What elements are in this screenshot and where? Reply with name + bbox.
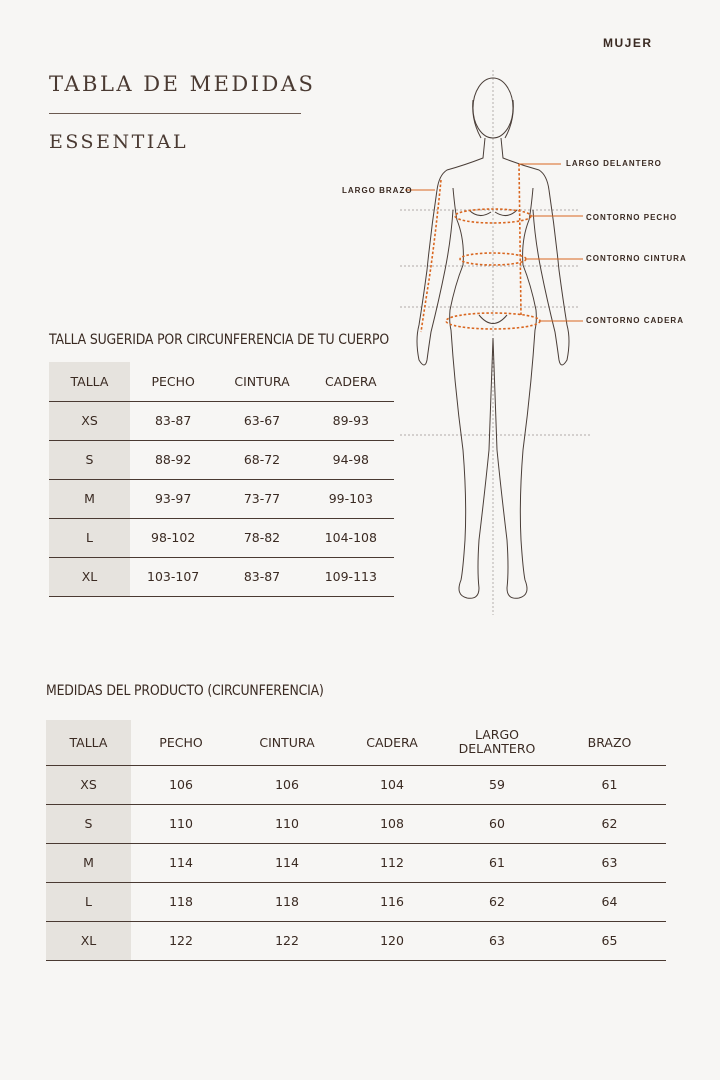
table-cell: 99-103 bbox=[308, 479, 394, 518]
table-cell: 63 bbox=[553, 843, 666, 882]
table-cell: 118 bbox=[131, 882, 231, 921]
column-header: BRAZO bbox=[587, 734, 632, 750]
size-cell: S bbox=[46, 804, 131, 843]
column-header: CADERA bbox=[366, 734, 418, 750]
product-table-heading: MEDIDAS DEL PRODUCTO (CIRCUNFERENCIA) bbox=[46, 683, 324, 699]
table-cell: 78-82 bbox=[216, 518, 307, 557]
table-cell: 62 bbox=[553, 804, 666, 843]
table-header-row bbox=[46, 720, 666, 765]
product-measurements-table bbox=[46, 720, 666, 961]
label-contorno-pecho: CONTORNO PECHO bbox=[586, 213, 678, 222]
column-header-line: DELANTERO bbox=[458, 741, 536, 757]
table-cell: 64 bbox=[553, 882, 666, 921]
table-cell: 93-97 bbox=[130, 479, 216, 518]
table-cell: 60 bbox=[441, 804, 553, 843]
label-largo-brazo: LARGO BRAZO bbox=[342, 186, 413, 195]
table-cell: 63-67 bbox=[216, 401, 307, 440]
label-contorno-cintura: CONTORNO CINTURA bbox=[586, 254, 687, 263]
table-row bbox=[46, 921, 666, 960]
table-row bbox=[46, 804, 666, 843]
table-cell: 103-107 bbox=[130, 557, 216, 596]
table-cell: 104 bbox=[343, 765, 441, 804]
body-measurement-figure bbox=[395, 70, 705, 620]
table-cell: 109-113 bbox=[308, 557, 394, 596]
table-row bbox=[49, 557, 394, 596]
table-cell: 68-72 bbox=[216, 440, 307, 479]
column-header: TALLA bbox=[49, 362, 130, 401]
column-header-line: LARGO bbox=[474, 727, 519, 743]
table-cell: 83-87 bbox=[216, 557, 307, 596]
table-cell: 65 bbox=[553, 921, 666, 960]
table-cell: 112 bbox=[343, 843, 441, 882]
label-largo-delantero: LARGO DELANTERO bbox=[566, 159, 662, 168]
column-header: CINTURA bbox=[234, 373, 290, 389]
collection-name: ESSENTIAL bbox=[49, 131, 189, 153]
table-cell: 61 bbox=[441, 843, 553, 882]
size-cell: XS bbox=[46, 765, 131, 804]
table-row bbox=[49, 440, 394, 479]
table-cell: 122 bbox=[131, 921, 231, 960]
table-row bbox=[46, 843, 666, 882]
table-cell: 114 bbox=[131, 843, 231, 882]
column-header: TALLA bbox=[46, 720, 131, 765]
column-header: CADERA bbox=[325, 373, 377, 389]
table-cell: 62 bbox=[441, 882, 553, 921]
table-cell: 108 bbox=[343, 804, 441, 843]
table-cell: 61 bbox=[553, 765, 666, 804]
table-cell: 122 bbox=[231, 921, 343, 960]
table-cell: 118 bbox=[231, 882, 343, 921]
size-cell: M bbox=[49, 479, 130, 518]
table-cell: 120 bbox=[343, 921, 441, 960]
size-cell: S bbox=[49, 440, 130, 479]
column-header: PECHO bbox=[151, 373, 195, 389]
table-cell: 73-77 bbox=[216, 479, 307, 518]
body-table-heading: TALLA SUGERIDA POR CIRCUNFERENCIA DE TU CUERPO bbox=[49, 332, 389, 348]
table-row bbox=[49, 401, 394, 440]
table-cell: 98-102 bbox=[130, 518, 216, 557]
table-cell: 63 bbox=[441, 921, 553, 960]
size-cell: XL bbox=[46, 921, 131, 960]
page-title: TABLA DE MEDIDAS bbox=[49, 72, 316, 96]
size-cell: M bbox=[46, 843, 131, 882]
column-header-largo-delantero bbox=[441, 720, 553, 765]
table-cell: 89-93 bbox=[308, 401, 394, 440]
column-header: PECHO bbox=[159, 734, 203, 750]
table-cell: 106 bbox=[231, 765, 343, 804]
table-cell: 114 bbox=[231, 843, 343, 882]
table-cell: 110 bbox=[131, 804, 231, 843]
size-cell: L bbox=[46, 882, 131, 921]
table-header-row bbox=[49, 362, 394, 401]
table-cell: 83-87 bbox=[130, 401, 216, 440]
table-cell: 106 bbox=[131, 765, 231, 804]
size-cell: XS bbox=[49, 401, 130, 440]
size-cell: XL bbox=[49, 557, 130, 596]
table-cell: 104-108 bbox=[308, 518, 394, 557]
table-cell: 116 bbox=[343, 882, 441, 921]
table-row bbox=[49, 479, 394, 518]
table-row bbox=[46, 882, 666, 921]
label-contorno-cadera: CONTORNO CADERA bbox=[586, 316, 684, 325]
table-row bbox=[46, 765, 666, 804]
brand-tag: MUJER bbox=[603, 36, 653, 50]
table-cell: 59 bbox=[441, 765, 553, 804]
table-cell: 88-92 bbox=[130, 440, 216, 479]
table-cell: 110 bbox=[231, 804, 343, 843]
title-divider bbox=[49, 113, 301, 114]
table-cell: 94-98 bbox=[308, 440, 394, 479]
table-row bbox=[49, 518, 394, 557]
column-header: CINTURA bbox=[259, 734, 315, 750]
size-cell: L bbox=[49, 518, 130, 557]
body-size-table bbox=[49, 362, 394, 597]
